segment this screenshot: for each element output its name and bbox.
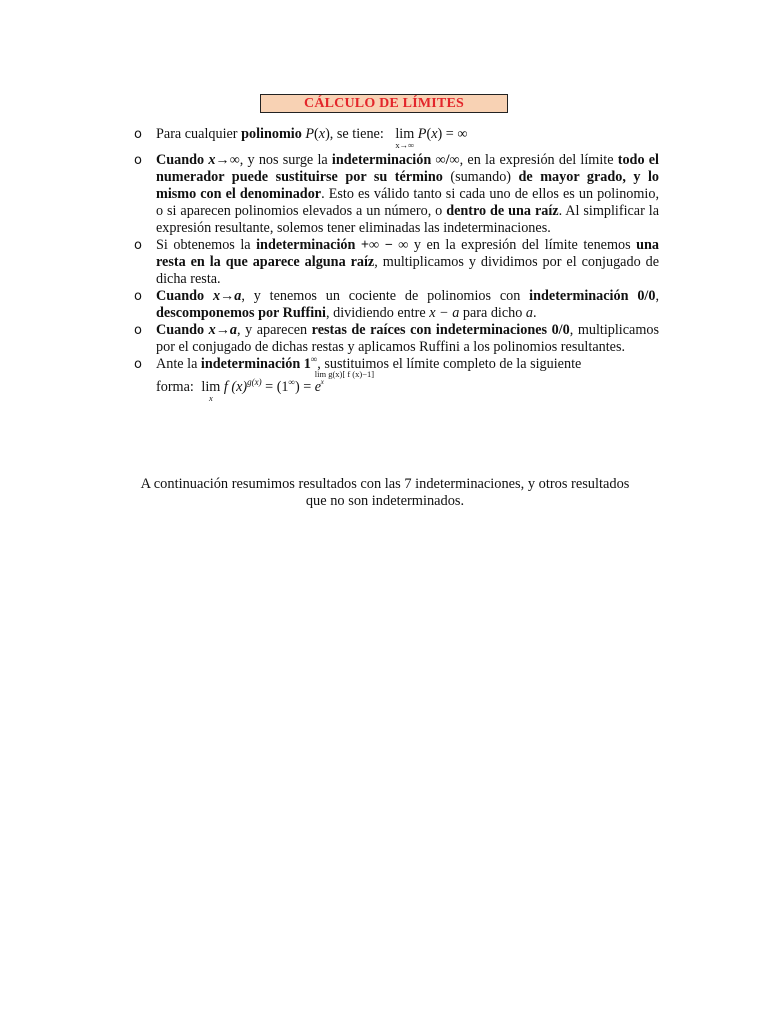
math-text: ) = bbox=[294, 379, 315, 395]
bold-text: restas de raíces con indeterminaciones 0/0 bbox=[311, 322, 570, 338]
list-item-uno-infinito bbox=[133, 354, 659, 403]
lim-subscript: x→∞ bbox=[395, 140, 415, 150]
bold-text: indeterminación 1 bbox=[200, 356, 311, 372]
text: , sustituimos el límite completo de la siguiente bbox=[317, 356, 582, 372]
footer-line: A continuación resumimos resultados con las 7 indeterminaciones, y otros resultados bbox=[140, 476, 630, 492]
list-item-resta bbox=[133, 237, 659, 288]
bold-text: indeterminación 0/0 bbox=[529, 288, 656, 304]
bullet-icon: o bbox=[134, 238, 142, 253]
rules-list bbox=[133, 126, 660, 403]
text: Para cualquier bbox=[156, 126, 242, 142]
text: Si obtenemos la bbox=[156, 237, 257, 253]
text: Ante la bbox=[156, 356, 201, 372]
limit-formula bbox=[395, 126, 468, 150]
text: , en la expresión del límite bbox=[459, 152, 618, 168]
bold-text: Cuando bbox=[156, 322, 209, 338]
bold-math: x→a bbox=[212, 288, 242, 304]
math-var: x bbox=[318, 126, 326, 142]
text: ), se tiene: bbox=[325, 126, 384, 142]
list-item-polinomio bbox=[133, 126, 659, 150]
text: ( bbox=[314, 126, 319, 142]
superscript: g(x) bbox=[247, 377, 262, 387]
formula-line bbox=[156, 369, 659, 403]
text: , bbox=[655, 288, 659, 304]
superscript: ∞ bbox=[310, 354, 318, 364]
bold-text: dentro de una raíz bbox=[446, 203, 559, 219]
bold-text: una resta en la que aparece alguna raíz bbox=[156, 237, 660, 270]
bold-text: polinomio bbox=[241, 126, 302, 142]
bold-text: Cuando bbox=[156, 152, 209, 168]
math-text: (x) bbox=[227, 379, 248, 395]
bold-text: Cuando bbox=[156, 288, 213, 304]
exponent-text: lim g(x)[ f (x)−1] bbox=[314, 369, 375, 379]
math-text: ( bbox=[426, 126, 432, 142]
text: , y tenemos un cociente de polinomios con bbox=[241, 288, 530, 304]
math-var: P bbox=[417, 126, 427, 142]
footer-paragraph bbox=[105, 476, 665, 510]
bold-text: indeterminación ∞/∞ bbox=[331, 152, 460, 168]
footer-line: que no son indeterminados. bbox=[305, 493, 465, 509]
bullet-icon: o bbox=[134, 357, 142, 372]
list-item-ruffini bbox=[133, 288, 659, 322]
exponent-subscript: x bbox=[320, 378, 324, 386]
lim-operator bbox=[201, 379, 221, 403]
text: . Al simplificar la expresión resultante, solemos tener eliminadas las indeterminaciones. bbox=[156, 203, 659, 236]
math-text: = (1 bbox=[261, 379, 289, 395]
math-var: e bbox=[314, 379, 322, 395]
list-item-raices bbox=[133, 322, 659, 356]
lim-operator bbox=[395, 126, 415, 150]
bold-math: x→a bbox=[208, 322, 238, 338]
text: , y aparecen bbox=[237, 322, 312, 338]
text: para dicho bbox=[459, 305, 526, 321]
bullet-icon: o bbox=[134, 323, 142, 338]
text: , multiplicamos y dividimos por el conjugado de dicha resta. bbox=[156, 254, 659, 287]
bullet-icon: o bbox=[134, 153, 142, 168]
exponential bbox=[314, 369, 375, 396]
page-title: CÁLCULO DE LÍMITES bbox=[260, 94, 508, 113]
bold-math: x→∞ bbox=[208, 152, 240, 168]
text: , multiplicamos por el conjugado de dichas restas y aplicamos Ruffini a los polinomios resultantes. bbox=[156, 322, 659, 355]
list-item-infinito-infinito bbox=[133, 152, 659, 237]
math-var: a bbox=[525, 305, 533, 321]
bullet-icon: o bbox=[134, 289, 142, 304]
bold-text: descomponemos por Ruffini bbox=[156, 305, 327, 321]
text: . bbox=[532, 305, 537, 321]
text: forma: bbox=[156, 379, 194, 395]
math-var: x bbox=[431, 126, 438, 142]
math-var: P bbox=[305, 126, 315, 142]
bullet-icon: o bbox=[134, 127, 142, 142]
bold-text: indeterminación +∞ − ∞ bbox=[256, 237, 409, 253]
lim-subscript: x bbox=[208, 393, 213, 403]
lim-label: lim bbox=[201, 379, 221, 395]
bold-text: de mayor grado, y lo mismo con el denominador bbox=[156, 169, 659, 202]
math-var: f bbox=[223, 379, 228, 395]
text: (sumando) bbox=[442, 169, 519, 185]
superscript: ∞ bbox=[288, 377, 295, 387]
text: , dividiendo entre bbox=[326, 305, 430, 321]
text: . Esto es válido tanto si cada uno de ellos es un polinomio, o si aparecen polinomios elevados a un número, o bbox=[156, 186, 659, 219]
limit-formula bbox=[201, 369, 375, 403]
text: , y nos surge la bbox=[239, 152, 332, 168]
math-expr: x − a bbox=[429, 305, 460, 321]
bold-text: todo el numerador puede sustituirse por su término bbox=[156, 152, 659, 185]
text: y en la expresión del límite tenemos bbox=[408, 237, 637, 253]
lim-label: lim bbox=[395, 126, 415, 142]
math-text: ) = ∞ bbox=[437, 126, 468, 142]
